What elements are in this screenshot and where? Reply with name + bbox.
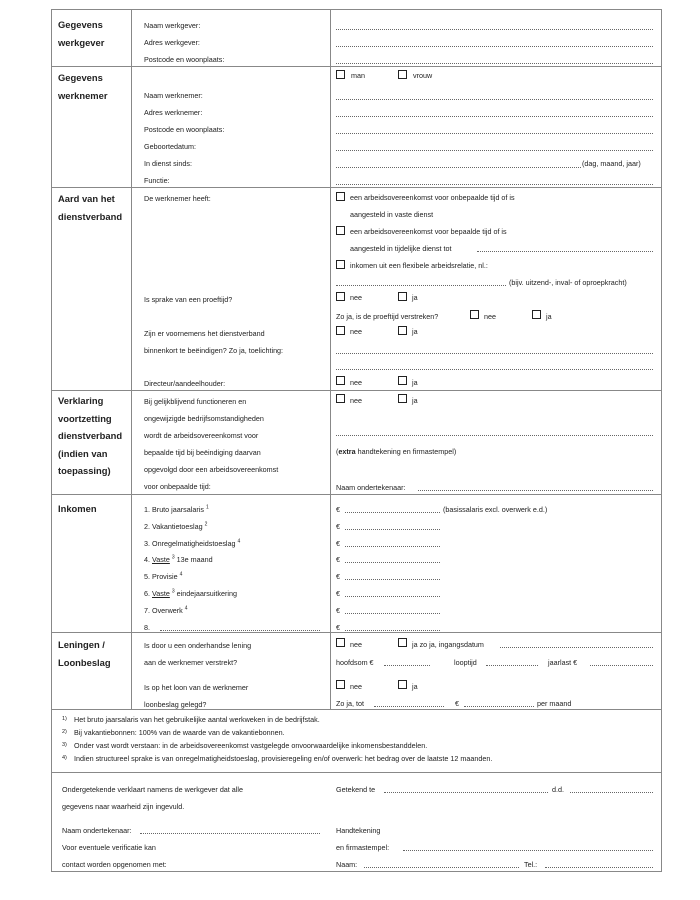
field-label: De werknemer heeft: [144,194,211,203]
option-label: een arbeidsovereenkomst voor bepaalde tijd of is [350,227,507,236]
input-line-postcode-werknemer[interactable] [336,133,653,134]
input-line-naam-werkgever[interactable] [336,29,653,30]
checkbox-directeur-nee[interactable] [336,376,345,385]
field-label: contact worden opgenomen met: [62,860,167,869]
income-item-label: 6. Vaste $^3$ eindejaarsuitkering [144,588,237,598]
checkbox-label: ja [412,378,418,387]
field-label: Directeur/aandeelhouder: [144,379,226,388]
section-divider [51,187,662,188]
field-label: Tel.: [524,860,538,869]
input-line-income-amount[interactable] [345,512,440,513]
checkbox-label: nee [350,396,362,405]
input-line-beslag-tot[interactable] [374,706,444,707]
field-label: looptijd [454,658,477,667]
statement-line: Bij gelijkblijvend functioneren en [144,397,247,406]
field-label: Adres werknemer: [144,108,203,117]
checkbox-label: nee [484,312,496,321]
checkbox-bepaalde-tijd[interactable] [336,226,345,235]
field-label: Naam ondertekenaar: [62,826,132,835]
option-label: een arbeidsovereenkomst voor onbepaalde tijd of is [350,193,515,202]
input-line-jaarlast[interactable] [590,665,653,666]
field-label: hoofdsom € [336,658,374,667]
footnote-number: 1) [62,716,67,722]
checkbox-label: ja [412,682,418,691]
field-label: loonbeslag gelegd? [144,700,207,709]
field-label: Postcode en woonplaats: [144,125,225,134]
input-line-ingangsdatum[interactable] [500,647,653,648]
checkbox-label: man [351,71,365,80]
footnote-text: Onder vast wordt verstaan: in de arbeidsovereenkomst vastgelegde onvoorwaardelijke inkomensbestanddelen. [74,741,428,750]
footnote-number: 4) [62,755,67,761]
checkbox-label: vrouw [413,71,433,80]
input-line-toelichting-2[interactable] [336,369,653,370]
field-label: Postcode en woonplaats: [144,55,225,64]
income-item-label: 3. Onregelmatigheidstoeslag $^4$ [144,538,241,548]
section-divider [51,709,662,710]
euro-sign: € [336,555,340,565]
checkbox-vrouw[interactable] [398,70,407,79]
input-line-income-label[interactable] [160,630,320,631]
euro-sign: € [336,605,340,615]
input-line-postcode-werkgever[interactable] [336,63,653,64]
option-label: aangesteld in tijdelijke dienst tot [350,244,452,253]
checkbox-onbepaalde-tijd[interactable] [336,192,345,201]
input-line-looptijd[interactable] [486,665,538,666]
checkbox-directeur-ja[interactable] [398,376,407,385]
input-line-toelichting-1[interactable] [336,353,653,354]
field-label: Voor eventuele verificatie kan [62,843,156,852]
field-label: Geboortedatum: [144,142,196,151]
euro-sign: € [336,538,340,548]
field-label: jaarlast € [548,658,578,667]
input-line-beslag-bedrag[interactable] [464,706,534,707]
income-item-label: 5. Provisie $^4$ [144,571,183,582]
euro-sign: € [336,622,340,632]
checkbox-lening-nee[interactable] [336,638,345,647]
input-line-geboortedatum[interactable] [336,150,653,151]
checkbox-voortzetting-nee[interactable] [336,394,345,403]
input-line-tijdelijk-tot[interactable] [477,251,653,252]
checkbox-lening-ja[interactable] [398,638,407,647]
input-line-in-dienst-sinds[interactable] [336,167,581,168]
field-label: Zijn er voornemens het dienstverband [144,329,265,338]
input-line-income-amount[interactable] [345,613,440,614]
checkbox-man[interactable] [336,70,345,79]
checkbox-beslag-ja[interactable] [398,680,407,689]
income-item-label: 8. [144,622,150,632]
input-line-datum[interactable] [570,792,653,793]
input-line-hoofdsom[interactable] [384,665,430,666]
checkbox-label: ja [412,293,418,302]
declaration-text: Ondergetekende verklaart namens de werkgever dat alle [62,785,243,794]
checkbox-proeftijd-nee[interactable] [336,292,345,301]
field-label: Getekend te [336,785,376,794]
euro-sign: € [455,699,459,708]
input-line-adres-werkgever[interactable] [336,46,653,47]
input-line-getekend-te[interactable] [384,792,548,793]
input-line-naam-ondertekenaar-verklaring[interactable] [418,490,653,491]
checkbox-label: ja [546,312,552,321]
input-line-flexibel[interactable] [336,285,506,286]
field-label: Is door u een onderhandse lening [144,641,252,650]
field-label: In dienst sinds: [144,159,192,168]
checkbox-label: nee [350,682,362,691]
section-heading-inkomen: Inkomen [58,503,97,514]
field-label: Functie: [144,176,170,185]
field-label: Naam werknemer: [144,91,203,100]
income-item-label: 4. Vaste $^3$ 13e maand [144,555,213,565]
income-item-label: 7. Overwerk $^4$ [144,605,188,615]
field-label: Naam werkgever: [144,21,201,30]
column-divider-2 [330,9,331,709]
statement-line: bepaalde tijd bij beëindiging daarvan [144,448,261,457]
euro-sign: € [336,521,340,531]
input-line-income-amount[interactable] [345,579,440,580]
footnote-number: 3) [62,742,67,748]
field-label: per maand [537,699,572,708]
input-line-adres-werknemer[interactable] [336,116,653,117]
input-line-contact-tel[interactable] [545,867,653,868]
input-line-income-amount[interactable] [345,630,440,631]
section-divider [51,390,662,391]
section-divider [51,494,662,495]
flexibel-hint: (bijv. uitzend-, inval- of oproepkracht) [509,278,627,287]
checkbox-label: nee [350,293,362,302]
input-line-naam-ondertekenaar[interactable] [140,833,320,834]
checkbox-beslag-nee[interactable] [336,680,345,689]
field-label: en firmastempel: [336,843,390,852]
input-line-income-amount[interactable] [345,546,440,547]
input-line-income-amount[interactable] [345,596,440,597]
income-item-label: 2. Vakantietoeslag $^2$ [144,521,208,531]
checkbox-label: ja [412,327,418,336]
date-format-hint: (dag, maand, jaar) [582,159,641,168]
checkbox-proeftijd-ja[interactable] [398,292,407,301]
input-line-handtekening[interactable] [403,850,653,851]
section-heading-dienstverband: Aard van het dienstverband [58,193,123,222]
checkbox-label: nee [350,640,362,649]
field-label: Naam: [336,860,358,869]
footnote-text: Indien structureel sprake is van onregelmatigheidstoeslag, provisieregeling en/of overwerk: het bedrag over de laatste 12 maanden. [74,754,493,763]
checkbox-beeindigen-ja[interactable] [398,326,407,335]
declaration-text: gegevens naar waarheid zijn ingevuld. [62,802,185,811]
option-label: aangesteld in vaste dienst [350,210,434,219]
euro-sign: € [336,572,340,582]
section-heading-leningen: Leningen / Loonbeslag [58,639,111,668]
checkbox-verstreken-nee[interactable] [470,310,479,319]
section-heading-werknemer: Gegevens werknemer [58,72,108,101]
checkbox-label: nee [350,327,362,336]
field-label: Adres werkgever: [144,38,200,47]
footnote-text: Het bruto jaarsalaris van het gebruikelijke aantal werkweken in de bedrijfstak. [74,715,320,724]
footnote-text: Bij vakantiebonnen: 100% van de waarde van de vakantiebonnen. [74,728,285,737]
checkbox-flexibel[interactable] [336,260,345,269]
checkbox-beeindigen-nee[interactable] [336,326,345,335]
field-label: Handtekening [336,826,381,835]
statement-line: opgevolgd door een arbeidsovereenkomst [144,465,279,474]
section-heading-werkgever: Gegevens werkgever [58,19,105,48]
option-label: inkomen uit een flexibele arbeidsrelatie, nl.: [350,261,488,270]
checkbox-voortzetting-ja[interactable] [398,394,407,403]
field-label: Is op het loon van de werknemer [144,683,249,692]
input-line-income-amount[interactable] [345,562,440,563]
section-divider [51,632,662,633]
input-line-functie[interactable] [336,184,653,185]
statement-line: voor onbepaalde tijd: [144,482,211,491]
checkbox-label: nee [350,378,362,387]
input-line-handtekening-extra[interactable] [336,435,653,436]
input-line-income-amount[interactable] [345,529,440,530]
field-label: Is sprake van een proeftijd? [144,295,233,304]
input-line-contact-naam[interactable] [364,867,519,868]
income-item-label: 1. Bruto jaarsalaris $^1$ [144,504,209,514]
section-divider [51,772,662,773]
field-label: Naam ondertekenaar: [336,483,406,492]
extra-signature-note: (extra handtekening en firmastempel) [336,447,457,456]
basissalaris-hint: (basissalaris excl. overwerk e.d.) [443,505,548,514]
statement-line: ongewijzigde bedrijfsomstandigheden [144,414,264,423]
field-label: binnenkort te beëindigen? Zo ja, toelichting: [144,346,284,355]
statement-line: wordt de arbeidsovereenkomst voor [144,431,259,440]
checkbox-label: ja zo ja, ingangsdatum [412,640,484,649]
checkbox-verstreken-ja[interactable] [532,310,541,319]
input-line-naam-werknemer[interactable] [336,99,653,100]
section-divider [51,66,662,67]
checkbox-label: ja [412,396,418,405]
section-heading-verklaring: Verklaring voortzetting dienstverband (indien van toepassing) [58,395,123,476]
column-divider-1 [131,9,132,709]
field-label: d.d. [552,785,564,794]
euro-sign: € [336,505,340,514]
field-label: aan de werknemer verstrekt? [144,658,238,667]
field-label: Zo ja, is de proeftijd verstreken? [336,312,439,321]
field-label: Zo ja, tot [336,699,364,708]
footnote-number: 2) [62,729,67,735]
euro-sign: € [336,589,340,598]
